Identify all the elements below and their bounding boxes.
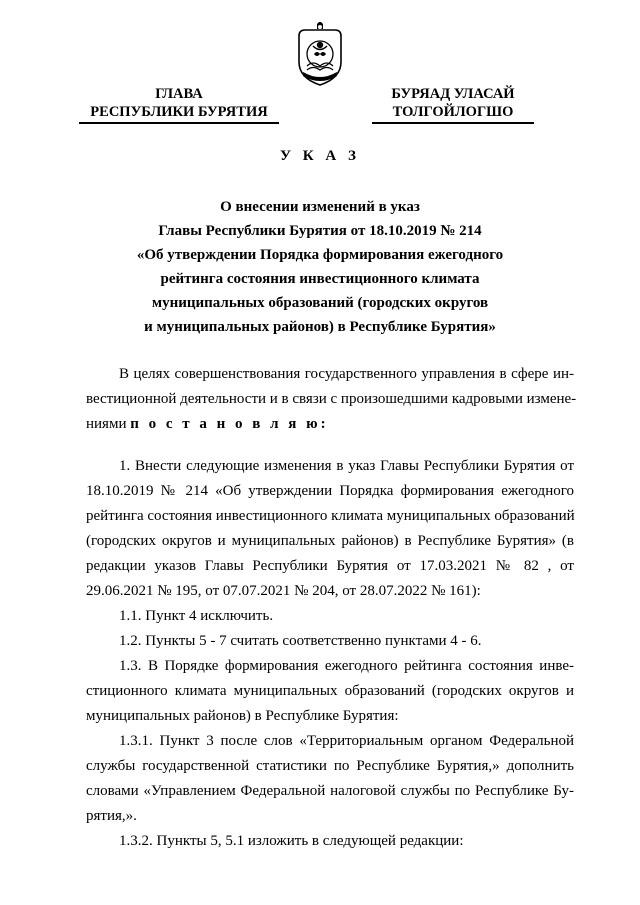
item-1-3-2-line: 1.3.2. Пункты 5, 5.1 изложить в следующей редакции: [119, 833, 464, 849]
title-line: рейтинга состояния инвестиционного климата [160, 271, 480, 287]
item-1-3-1-line: рятия,». [86, 808, 137, 824]
item-1-line: 1. Внести следующие изменения в указ Главы Республики Бурятия от [119, 458, 574, 474]
header-left-line2: РЕСПУБЛИКИ БУРЯТИЯ [90, 104, 268, 120]
header-right-title [378, 85, 528, 121]
preamble-paragraph [86, 362, 577, 437]
item-1-line: 29.06.2021 № 195, от 07.07.2021 № 204, от 28.07.2022 № 161): [86, 583, 481, 599]
preamble-line: вестиционной деятельности и в связи с произошедшими кадровыми измене- [86, 391, 577, 407]
preamble-line [86, 412, 574, 437]
header-right-line1: БУРЯАД УЛАСАЙ [391, 86, 515, 102]
preamble-line: В целях совершенствования государственного управления в сфере ин- [119, 366, 574, 382]
title-line: Главы Республики Бурятия от 18.10.2019 № 214 [158, 223, 482, 239]
header-left-title [79, 85, 279, 121]
item-1-3-1-line: службы государственной статистики по Республике Бурятия,» дополнить [86, 758, 574, 774]
document-title [80, 195, 560, 339]
item-1-1-line: 1.1. Пункт 4 исключить. [119, 608, 274, 624]
item-1-2-line: 1.2. Пункты 5 - 7 считать соответственно пунктами 4 - 6. [119, 633, 482, 649]
item-1-3-1-line: 1.3.1. Пункт 3 после слов «Территориальным органом Федеральной [119, 733, 574, 749]
item-1-paragraph [86, 454, 574, 854]
item-1-line: рейтинга состояния инвестиционного климата муниципальных образований [86, 508, 575, 524]
title-line: и муниципальных районов) в Республике Бурятия» [144, 319, 496, 335]
title-line: «Об утверждении Порядка формирования ежегодного [136, 247, 504, 263]
buryatia-coat-of-arms-icon [293, 22, 347, 88]
item-1-line: (городских округов и муниципальных районов) в Республике Бурятия» (в [86, 533, 574, 549]
item-1-line: 18.10.2019 № 214 «Об утверждении Порядка формирования ежегодного [86, 483, 574, 499]
header-right-line2: ТОЛГОЙЛОГШО [392, 104, 514, 120]
document-type: У К А З [280, 148, 360, 164]
header-left-line1: ГЛАВА [155, 86, 203, 102]
item-1-3-1-line: словами «Управлением Федеральной налоговой службы по Республике Бу- [86, 783, 574, 799]
item-1-3-line: муниципальных районов) в Республике Бурятия: [86, 708, 399, 724]
header-left-rule [79, 122, 279, 124]
item-1-3-line: стиционного климата муниципальных образований (городских округов и [86, 683, 574, 699]
title-line: О внесении изменений в указ [220, 199, 420, 215]
item-1-line: редакции указов Главы Республики Бурятия от 17.03.2021 № 82 , от [86, 558, 574, 574]
item-1-3-line: 1.3. В Порядке формирования ежегодного рейтинга состояния инве- [119, 658, 574, 674]
preamble-prefix: ниями [86, 416, 131, 432]
header-right-rule [372, 122, 534, 124]
decree-verb: п о с т а н о в л я ю: [130, 416, 329, 432]
title-line: муниципальных образований (городских округов [151, 295, 489, 311]
